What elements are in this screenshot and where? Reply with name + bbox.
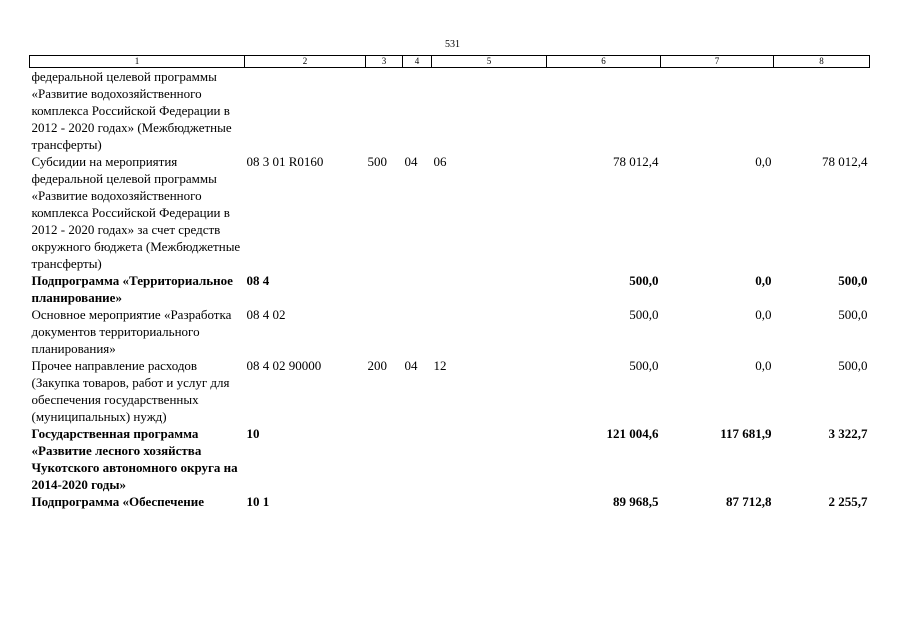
- header-col-5: 5: [432, 56, 547, 68]
- row-col8: 3 322,7: [828, 426, 868, 441]
- row-col8: 500,0: [838, 358, 868, 373]
- row-name: Субсидии на мероприятия федеральной целевой программы «Развитие водохозяйственного комплекса Российской Федерации в 2012 - 2020 годах» за счет средств окружного бюджета (Межбюджетные трансферты): [31, 154, 241, 271]
- table-row: [30, 153, 870, 272]
- table-row: [30, 425, 870, 493]
- row-col6: 500,0: [629, 307, 659, 322]
- row-col4: 04: [404, 358, 418, 373]
- row-col7: 0,0: [755, 273, 772, 288]
- row-col8: 78 012,4: [822, 154, 868, 169]
- row-col4: 04: [404, 154, 418, 169]
- row-col6: 500,0: [629, 358, 659, 373]
- row-col4: [403, 493, 432, 510]
- row-col5: 12: [433, 358, 447, 373]
- table-header: [30, 56, 870, 68]
- header-col-3: 3: [366, 56, 403, 68]
- row-name: Подпрограмма «Территориальное планирование»: [31, 273, 233, 305]
- row-col3: 200: [367, 358, 387, 373]
- row-col5: [432, 425, 547, 493]
- table-body: [30, 68, 870, 511]
- table-row: [30, 306, 870, 357]
- row-col3: [366, 493, 403, 510]
- header-col-1: 1: [30, 56, 245, 68]
- row-col8: 500,0: [838, 307, 868, 322]
- row-name: федеральной целевой программы «Развитие водохозяйственного комплекса Российской Федерации в 2012 - 2020 годах» (Межбюджетные трансферты): [31, 69, 232, 152]
- page-number: 531: [445, 39, 460, 50]
- row-col6: 121 004,6: [606, 426, 659, 441]
- table-row: [30, 357, 870, 425]
- header-col-2: 2: [245, 56, 366, 68]
- row-col3: [366, 306, 403, 357]
- row-code: 08 3 01 R0160: [246, 154, 324, 169]
- row-name: Государственная программа «Развитие лесного хозяйства Чукотского автономного округа на 2014-2020 годы»: [31, 426, 238, 492]
- row-col6: 78 012,4: [613, 154, 659, 169]
- row-code: 08 4 02: [246, 307, 286, 322]
- row-col5: [432, 68, 547, 154]
- row-code: 08 4: [246, 273, 270, 288]
- row-col3: [366, 425, 403, 493]
- row-col3: 500: [367, 154, 387, 169]
- header-col-8: 8: [774, 56, 870, 68]
- row-name: Подпрограмма «Обеспечение: [31, 494, 204, 509]
- row-col7: 0,0: [755, 154, 772, 169]
- table-row: [30, 68, 870, 154]
- row-code: 10 1: [246, 494, 270, 509]
- row-col5: [432, 306, 547, 357]
- header-col-6: 6: [547, 56, 661, 68]
- header-col-4: 4: [403, 56, 432, 68]
- row-col8: [774, 68, 870, 154]
- row-name: Прочее направление расходов (Закупка товаров, работ и услуг для обеспечения государственных (муниципальных) нужд): [31, 358, 230, 424]
- table-row: [30, 493, 870, 510]
- row-col7: 0,0: [755, 358, 772, 373]
- row-col5: [432, 493, 547, 510]
- row-col4: [403, 68, 432, 154]
- table-row: [30, 272, 870, 306]
- row-col4: [403, 425, 432, 493]
- row-col4: [403, 306, 432, 357]
- row-col7: 0,0: [755, 307, 772, 322]
- row-col4: [403, 272, 432, 306]
- row-name: Основное мероприятие «Разработка документов территориального планирования»: [31, 307, 232, 356]
- budget-table: [29, 55, 870, 510]
- row-col7: [661, 68, 774, 154]
- row-col8: 500,0: [838, 273, 868, 288]
- row-col8: 2 255,7: [828, 494, 868, 509]
- row-col3: [366, 272, 403, 306]
- row-col7: 87 712,8: [726, 494, 772, 509]
- header-row: [30, 56, 870, 68]
- row-col6: 89 968,5: [613, 494, 659, 509]
- row-code: 10: [246, 426, 260, 441]
- header-col-7: 7: [661, 56, 774, 68]
- row-col6: 500,0: [629, 273, 659, 288]
- row-col5: 06: [433, 154, 447, 169]
- row-col6: [547, 68, 661, 154]
- row-code: 08 4 02 90000: [246, 358, 322, 373]
- row-code: [245, 68, 366, 154]
- row-col5: [432, 272, 547, 306]
- row-col3: [366, 68, 403, 154]
- row-col7: 117 681,9: [720, 426, 772, 441]
